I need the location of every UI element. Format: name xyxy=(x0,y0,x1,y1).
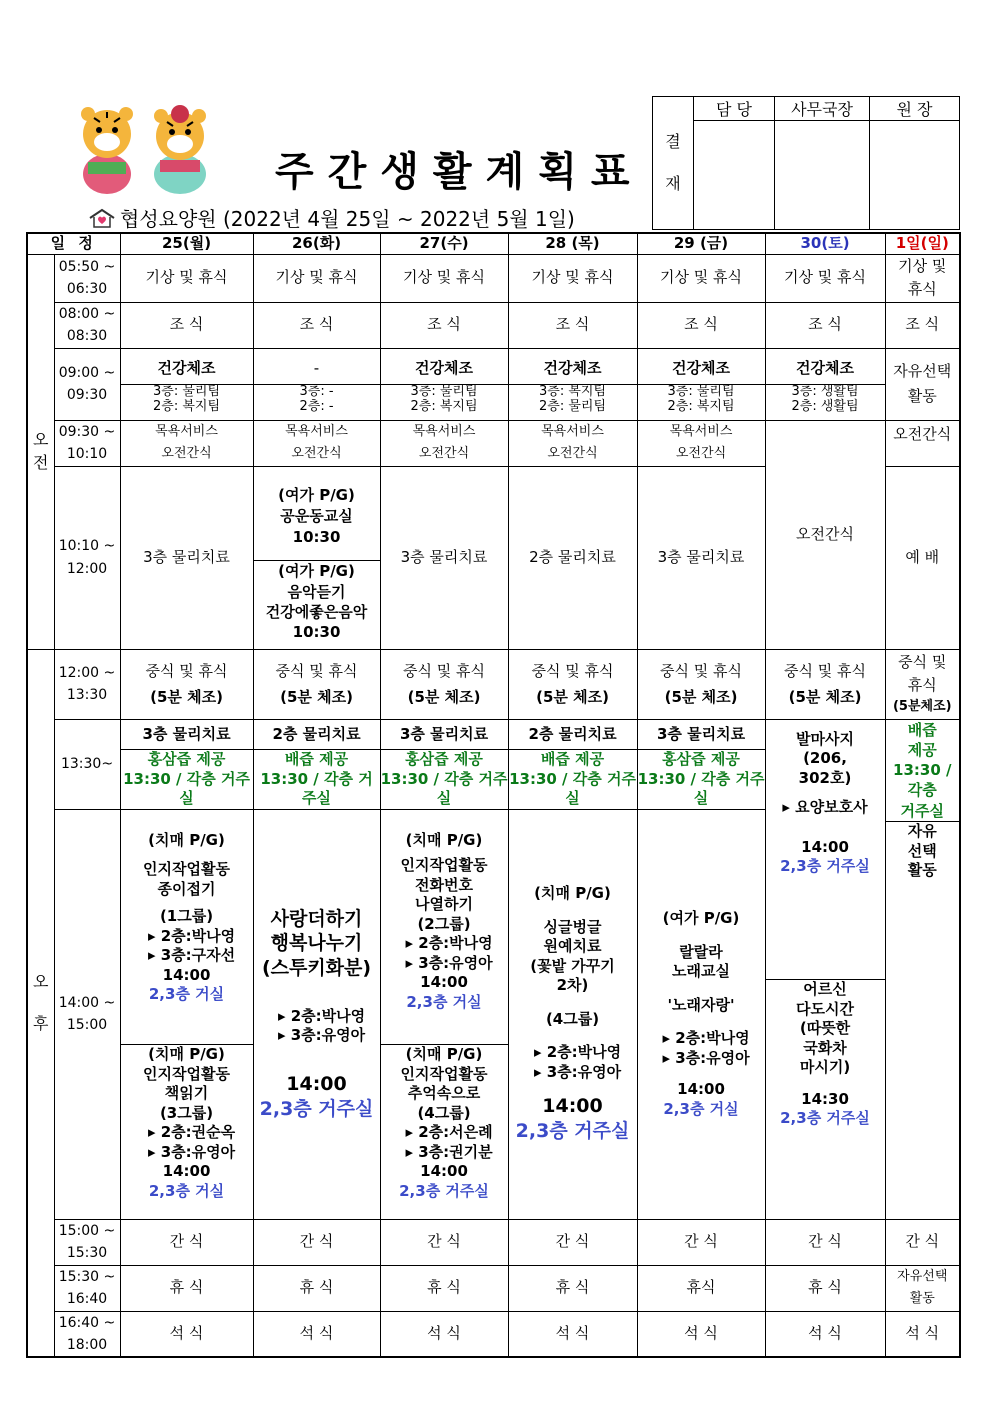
cell-bath-tue: 목욕서비스 오전간식 xyxy=(253,420,380,466)
time-1330: 13:30~ xyxy=(54,719,120,809)
cell-rest: 휴 식 xyxy=(253,1265,380,1311)
time-1010: 10:10 ~ 12:00 xyxy=(54,466,120,649)
cell-dinner: 석 식 xyxy=(765,1311,885,1357)
day-header-thu: 28 (목) xyxy=(508,233,637,254)
cell-therapy-thu: 2층 물리치료 xyxy=(508,466,637,649)
time-0930: 09:30 ~ 10:10 xyxy=(54,420,120,466)
cell-free-sun: 자유선택 활동 xyxy=(885,348,960,420)
cell-wake: 기상 및 휴식 xyxy=(380,254,508,302)
time-1530: 15:30 ~ 16:40 xyxy=(54,1265,120,1311)
cell-snack: 간 식 xyxy=(508,1219,637,1265)
approval-sign-box[interactable] xyxy=(870,121,960,230)
cell-lunch: 중식 및 휴식 (5분 체조) xyxy=(637,649,765,719)
cell-therapy-juice-thu: 2층 물리치료 배즙 제공 13:30 / 각층 거주실 xyxy=(508,719,637,809)
cell-activities-sun: 배즙 제공 13:30 / 각층 거주실 자유 선택 활동 xyxy=(885,719,960,1219)
cell-exercise-fri: 건강체조 3층: 물리팀 2층: 복지팀 xyxy=(637,348,765,420)
cell-snack: 간 식 xyxy=(637,1219,765,1265)
am-label: 오 전 xyxy=(27,254,54,649)
day-header-sun: 1일(일) xyxy=(885,233,960,254)
cell-rest: 휴 식 xyxy=(508,1265,637,1311)
period: (2022년 4월 25일 ~ 2022년 5월 1일) xyxy=(222,207,575,231)
cell-snack-sat: 오전간식 xyxy=(765,420,885,649)
cell-therapy-juice-mon: 3층 물리치료 홍삼즙 제공 13:30 / 각층 거주실 xyxy=(120,719,253,809)
cell-therapy-juice-fri: 3층 물리치료 홍삼즙 제공 13:30 / 각층 거주실 xyxy=(637,719,765,809)
house-heart-icon xyxy=(88,208,116,233)
time-0550: 05:50 ~ 06:30 xyxy=(54,254,120,302)
cell-activities-sat: 발마사지 (206, 302호) ▸ 요양보호사 14:00 2,3층 거주실 어르신 다도시간 (따뜻한 국화차 마시기) 14:30 2,3층 거주실 xyxy=(765,719,885,1219)
day-header-mon: 25(월) xyxy=(120,233,253,254)
approval-side-label: 결 재 xyxy=(653,97,694,230)
cell-snack-sun: 오전간식 xyxy=(885,420,960,466)
cell-exercise-thu: 건강체조 3층: 복지팀 2층: 물리팀 xyxy=(508,348,637,420)
cell-exercise-wed: 건강체조 3층: 물리팀 2층: 복지팀 xyxy=(380,348,508,420)
tiger-mascot-image xyxy=(72,104,222,200)
cell-bath-wed: 목욕서비스 오전간식 xyxy=(380,420,508,466)
weekly-schedule-table xyxy=(26,232,961,1358)
day-header-wed: 27(수) xyxy=(380,233,508,254)
cell-breakfast: 조 식 xyxy=(253,302,380,348)
cell-rest: 휴식 xyxy=(637,1265,765,1311)
page-title: 주간생활계획표 xyxy=(275,149,644,195)
cell-breakfast: 조 식 xyxy=(380,302,508,348)
cell-lunch: 중식 및 휴식 (5분 체조) xyxy=(120,649,253,719)
cell-leisure-tue: (여가 P/G) 공운동교실 10:30 (여가 P/G) 음악듣기 건강에좋은음악 10:30 xyxy=(253,466,380,649)
cell-breakfast: 조 식 xyxy=(637,302,765,348)
approval-col-head: 원 장 xyxy=(870,97,960,121)
cell-snack: 간 식 xyxy=(253,1219,380,1265)
cell-rest: 휴 식 xyxy=(120,1265,253,1311)
org-name: 협성요양원 xyxy=(120,207,217,231)
approval-box xyxy=(652,96,960,230)
cell-snack: 간 식 xyxy=(885,1219,960,1265)
cell-dementia-wed: (치매 P/G) 인지작업활동 전화번호 나열하기 (2그룹) ▸ 2층:박나영 ▸ 3층:유영아 14:00 2,3층 거실 (치매 P/G) 인지작업활동 추억속으로 (4그룹) ▸ 2층:서은례 ▸ 3층:권기분 14:00 2,3층 거주실 xyxy=(380,809,508,1219)
cell-therapy-juice-tue: 2층 물리치료 배즙 제공 13:30 / 각층 거주실 xyxy=(253,719,380,809)
subtitle xyxy=(88,203,575,233)
cell-lunch: 중식 및 휴식 (5분 체조) xyxy=(765,649,885,719)
cell-exercise-mon: 건강체조 3층: 물리팀 2층: 복지팀 xyxy=(120,348,253,420)
time-1200: 12:00 ~ 13:30 xyxy=(54,649,120,719)
cell-rest: 휴 식 xyxy=(765,1265,885,1311)
cell-bath-thu: 목욕서비스 오전간식 xyxy=(508,420,637,466)
cell-therapy-wed: 3층 물리치료 xyxy=(380,466,508,649)
cell-breakfast: 조 식 xyxy=(120,302,253,348)
cell-dinner: 석 식 xyxy=(120,1311,253,1357)
cell-wake: 기상 및 휴식 xyxy=(508,254,637,302)
cell-dementia-thu: (치매 P/G) 싱글벙글 원예치료 (꽃밭 가꾸기 2차) (4그룹) ▸ 2층:박나영 ▸ 3층:유영아 14:00 2,3층 거주실 xyxy=(508,809,637,1219)
time-1640: 16:40 ~ 18:00 xyxy=(54,1311,120,1357)
cell-worship-sun: 예 배 xyxy=(885,466,960,649)
cell-therapy-juice-wed: 3층 물리치료 홍삼즙 제공 13:30 / 각층 거주실 xyxy=(380,719,508,809)
cell-breakfast: 조 식 xyxy=(765,302,885,348)
cell-lunch-sun: 중식 및 휴식 (5분체조) xyxy=(885,649,960,719)
cell-dinner: 석 식 xyxy=(253,1311,380,1357)
cell-dinner: 석 식 xyxy=(637,1311,765,1357)
cell-therapy-fri: 3층 물리치료 xyxy=(637,466,765,649)
cell-dementia-mon: (치매 P/G) 인지작업활동 종이접기 (1그룹) ▸ 2층:박나영 ▸ 3층:구자선 14:00 2,3층 거실 (치매 P/G) 인지작업활동 책읽기 (3그룹) ▸ 2층:권순옥 ▸ 3층:유영아 14:00 2,3층 거실 xyxy=(120,809,253,1219)
approval-col-director: 사무국장 xyxy=(775,97,870,121)
time-1500: 15:00 ~ 15:30 xyxy=(54,1219,120,1265)
cell-exercise-tue: - 3층: - 2층: - xyxy=(253,348,380,420)
cell-bath-fri: 목욕서비스 오전간식 xyxy=(637,420,765,466)
header-corner: 일 정 xyxy=(27,233,120,254)
cell-bath-mon: 목욕서비스 오전간식 xyxy=(120,420,253,466)
cell-dinner: 석 식 xyxy=(885,1311,960,1357)
approval-sign-box[interactable] xyxy=(694,121,775,230)
cell-breakfast: 조 식 xyxy=(508,302,637,348)
cell-lunch: 중식 및 휴식 (5분 체조) xyxy=(508,649,637,719)
approval-col-manager: 담 당 xyxy=(694,97,775,121)
cell-wake: 기상 및 휴식 xyxy=(765,254,885,302)
time-0800: 08:00 ~ 08:30 xyxy=(54,302,120,348)
cell-wake: 기상 및 휴식 xyxy=(637,254,765,302)
cell-rest: 휴 식 xyxy=(380,1265,508,1311)
cell-exercise-sat: 건강체조 3층: 생활팀 2층: 생활팀 xyxy=(765,348,885,420)
day-header-tue: 26(화) xyxy=(253,233,380,254)
day-header-fri: 29 (금) xyxy=(637,233,765,254)
cell-leisure-fri: (여가 P/G) 랄랄라 노래교실 '노래자랑' ▸ 2층:박나영 ▸ 3층:유영아 14:00 2,3층 거실 xyxy=(637,809,765,1219)
cell-snack: 간 식 xyxy=(380,1219,508,1265)
cell-lunch: 중식 및 휴식 (5분 체조) xyxy=(253,649,380,719)
cell-snack: 간 식 xyxy=(765,1219,885,1265)
time-1400: 14:00 ~ 15:00 xyxy=(54,809,120,1219)
cell-wake: 기상 및 휴식 xyxy=(253,254,380,302)
cell-wake-sun: 기상 및 휴식 xyxy=(885,254,960,302)
day-header-sat: 30(토) xyxy=(765,233,885,254)
pm-label: 오 후 xyxy=(27,649,54,1357)
cell-free-sun: 자유선택 활동 xyxy=(885,1265,960,1311)
cell-snack: 간 식 xyxy=(120,1219,253,1265)
cell-therapy-mon: 3층 물리치료 xyxy=(120,466,253,649)
cell-dinner: 석 식 xyxy=(508,1311,637,1357)
cell-dinner: 석 식 xyxy=(380,1311,508,1357)
cell-breakfast: 조 식 xyxy=(885,302,960,348)
cell-wake: 기상 및 휴식 xyxy=(120,254,253,302)
cell-activity-tue: 사랑더하기 행복나누기 (스투키화분) ▸ 2층:박나영 ▸ 3층:유영아 14:00 2,3층 거주실 xyxy=(253,809,380,1219)
cell-lunch: 중식 및 휴식 (5분 체조) xyxy=(380,649,508,719)
approval-sign-box[interactable] xyxy=(775,121,870,230)
time-0900: 09:00 ~ 09:30 xyxy=(54,348,120,420)
